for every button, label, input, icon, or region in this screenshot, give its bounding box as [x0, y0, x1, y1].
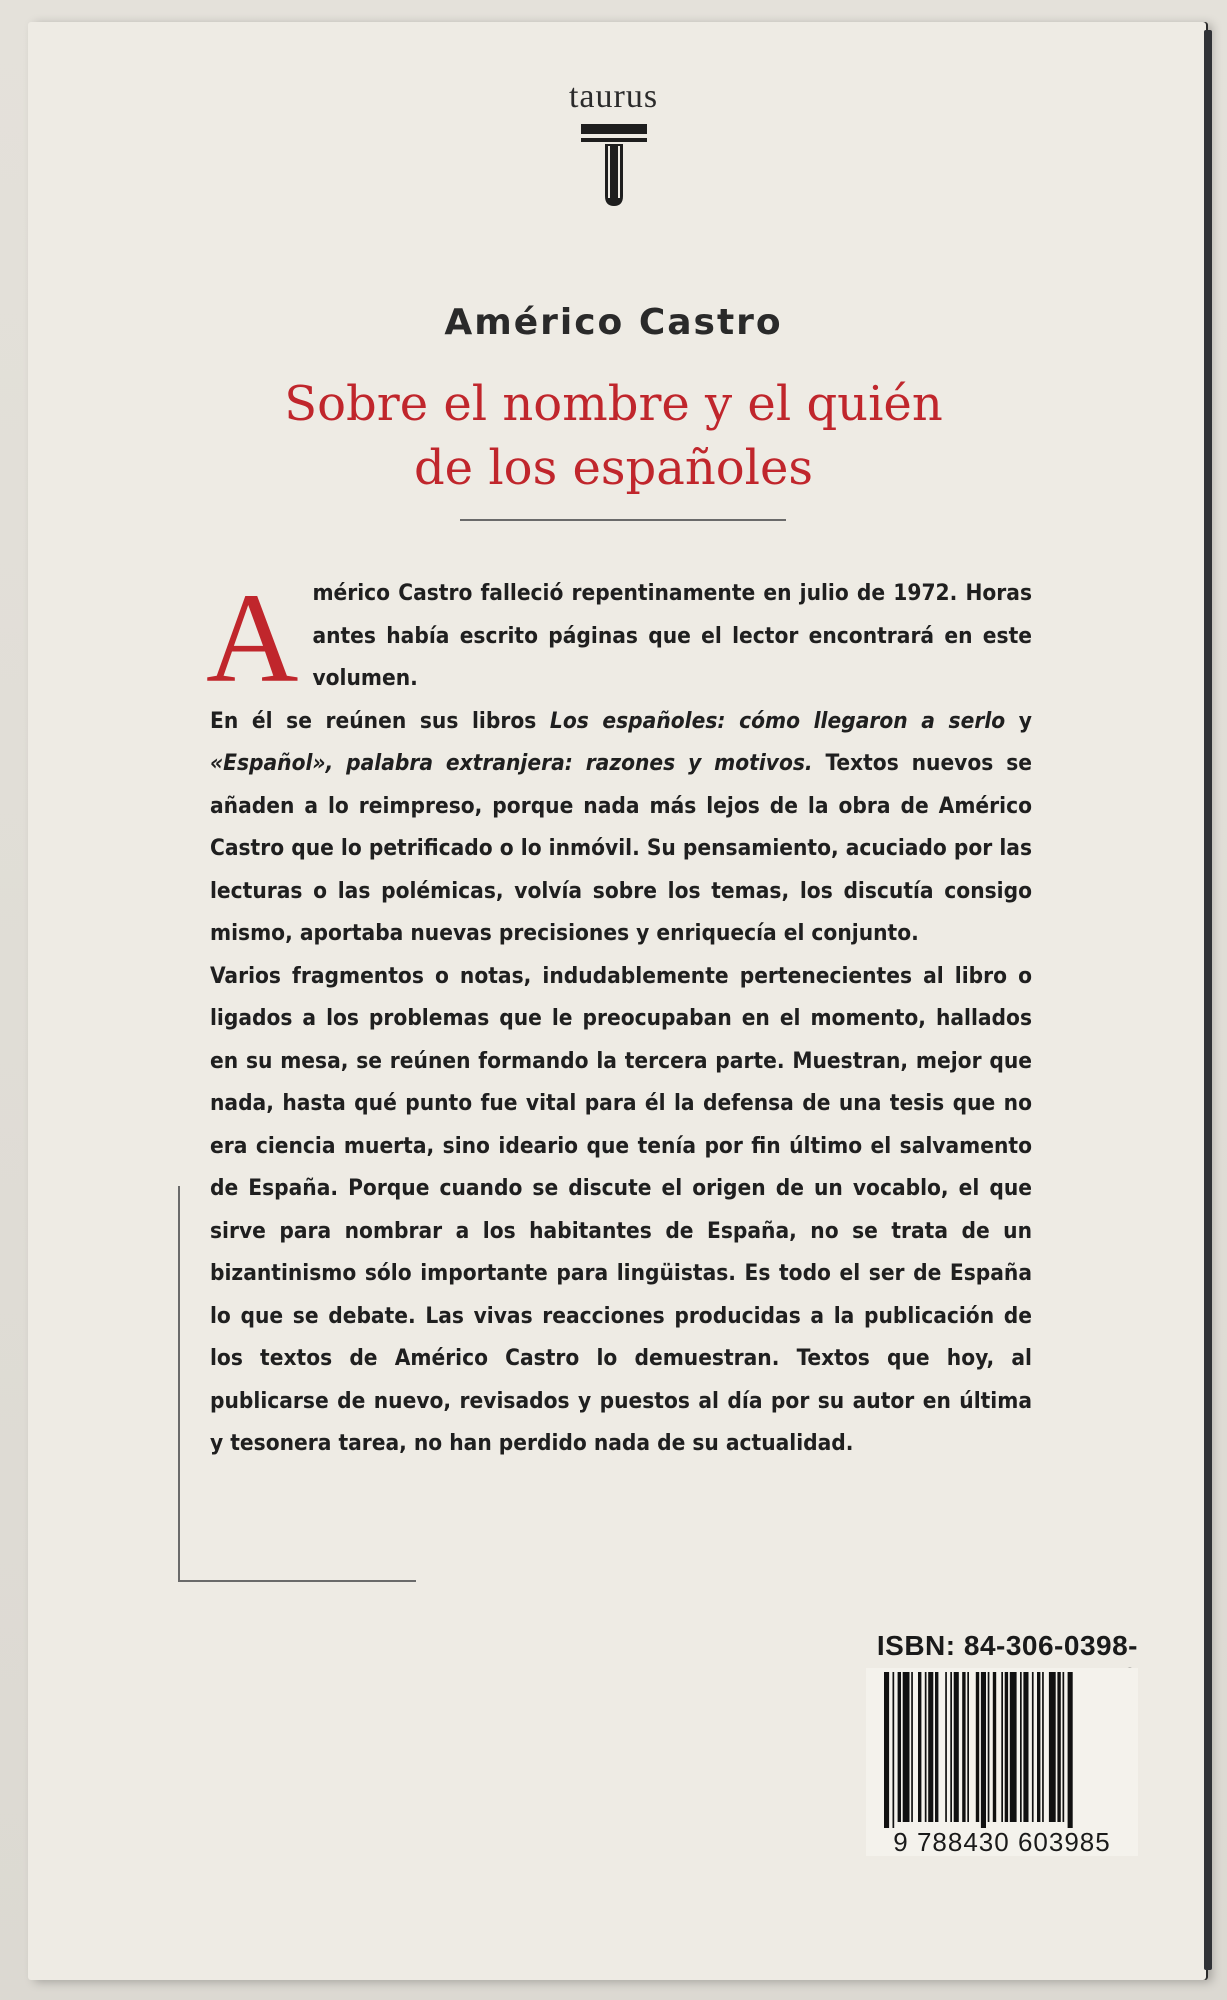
barcode-bar [993, 1672, 996, 1822]
barcode-bar [988, 1672, 990, 1822]
blurb-paragraph-2 [210, 700, 1032, 955]
barcode-bar [981, 1672, 986, 1834]
book-title [0, 372, 1227, 500]
barcode-bar [893, 1672, 895, 1834]
barcode-bar [1005, 1672, 1008, 1822]
paragraph-1-text: mérico Castro falleció repentinamente en julio de 1972. Horas antes había escrito páginas que el lector encontrará en este volumen. [312, 580, 1032, 691]
drop-cap: A [206, 567, 299, 709]
bottom-divider [178, 1580, 416, 1582]
isbn-label: ISBN: 84-306-0398- [876, 1630, 1138, 1661]
ean-digits: 9 788430 603985 [866, 1828, 1138, 1856]
blurb-paragraph-1 [206, 567, 1032, 709]
paragraph-2-intro: En él se reúnen sus libros [210, 707, 550, 734]
taurus-t-logo-icon [579, 120, 649, 210]
barcode-bar [898, 1672, 901, 1822]
publisher-name: taurus [568, 78, 659, 115]
barcode-bar [1010, 1672, 1017, 1822]
barcode-bar [954, 1672, 959, 1822]
blurb-paragraph-3: Varios fragmentos o notas, indudablemente pertenecientes al libro o ligados a los problemas que le preocupaban en el momento, hallados en su mesa, se reúnen formando la tercera parte. Muestran, mejor que nada, hasta qué punto fue vital para él la defensa de una tesis que no era ciencia muerta, sino ideario que tenía por fin último el salvamento de España. Porque cuando se discute el origen de un vocablo, el que sirve para nombrar a los habitantes de España, no se trata de un bizantinismo sólo importante para lingüistas. Es todo el ser de España lo que se debate. Las vivas reacciones producidas a la publicación de los textos de Américo Castro lo demuestran. Textos que hoy, al publicarse de nuevo, revisados y puestos al día por su autor en última y tesonera tarea, no han perdido nada de su actualidad. [210, 962, 1032, 1456]
author-name: Américo Castro [444, 302, 783, 343]
barcode-bar [962, 1672, 965, 1822]
title-line-2: de los españoles [413, 440, 814, 496]
barcode-bar [918, 1672, 921, 1822]
barcode-bar [884, 1672, 889, 1834]
barcode-bar [1063, 1672, 1065, 1822]
barcode-bars [866, 1668, 1138, 1834]
paragraph-2-text: Textos nuevos se añaden a lo reimpreso, porque nada más lejos de la obra de Américo Castro que lo petrificado o lo inmóvil. Su pensamiento, acuciado por las lecturas o las polémicas, volvía sobre los temas, los discutía consigo mismo, aportaba nuevas precisiones y enriquecía el conjunto. [210, 750, 1032, 946]
title-divider [460, 519, 786, 521]
barcode-bar [1020, 1672, 1022, 1822]
barcode-bar [925, 1672, 927, 1822]
barcode-icon [866, 1668, 1138, 1846]
barcode-bar [1032, 1672, 1034, 1822]
barcode-bar [928, 1672, 933, 1822]
barcode-bar [935, 1672, 938, 1822]
book-reference-1: Los españoles: cómo llegaron a serlo [549, 707, 1006, 734]
barcode-bar [1049, 1672, 1056, 1822]
book-reference-2: «Español», palabra extranjera: razones y motivos. [210, 750, 813, 776]
barcode-bar [967, 1672, 969, 1822]
barcode-bar [903, 1672, 910, 1822]
barcode-bar [1068, 1672, 1073, 1834]
left-divider [178, 1186, 180, 1582]
title-line-1: Sobre el nombre y el quién [284, 376, 943, 432]
barcode-bar [950, 1672, 952, 1822]
barcode-bar [1042, 1672, 1044, 1822]
barcode-bar [1023, 1672, 1028, 1822]
barcode-bar [1001, 1672, 1003, 1822]
barcode-bar [1057, 1672, 1060, 1822]
paragraph-2-conjunction: y [1005, 707, 1032, 734]
barcode-bar [911, 1672, 913, 1822]
barcode-bar [945, 1672, 947, 1822]
barcode-bar [976, 1672, 979, 1822]
barcode-bar [1037, 1672, 1040, 1822]
blurb-text [206, 567, 1032, 1465]
publisher-block [0, 78, 1227, 210]
